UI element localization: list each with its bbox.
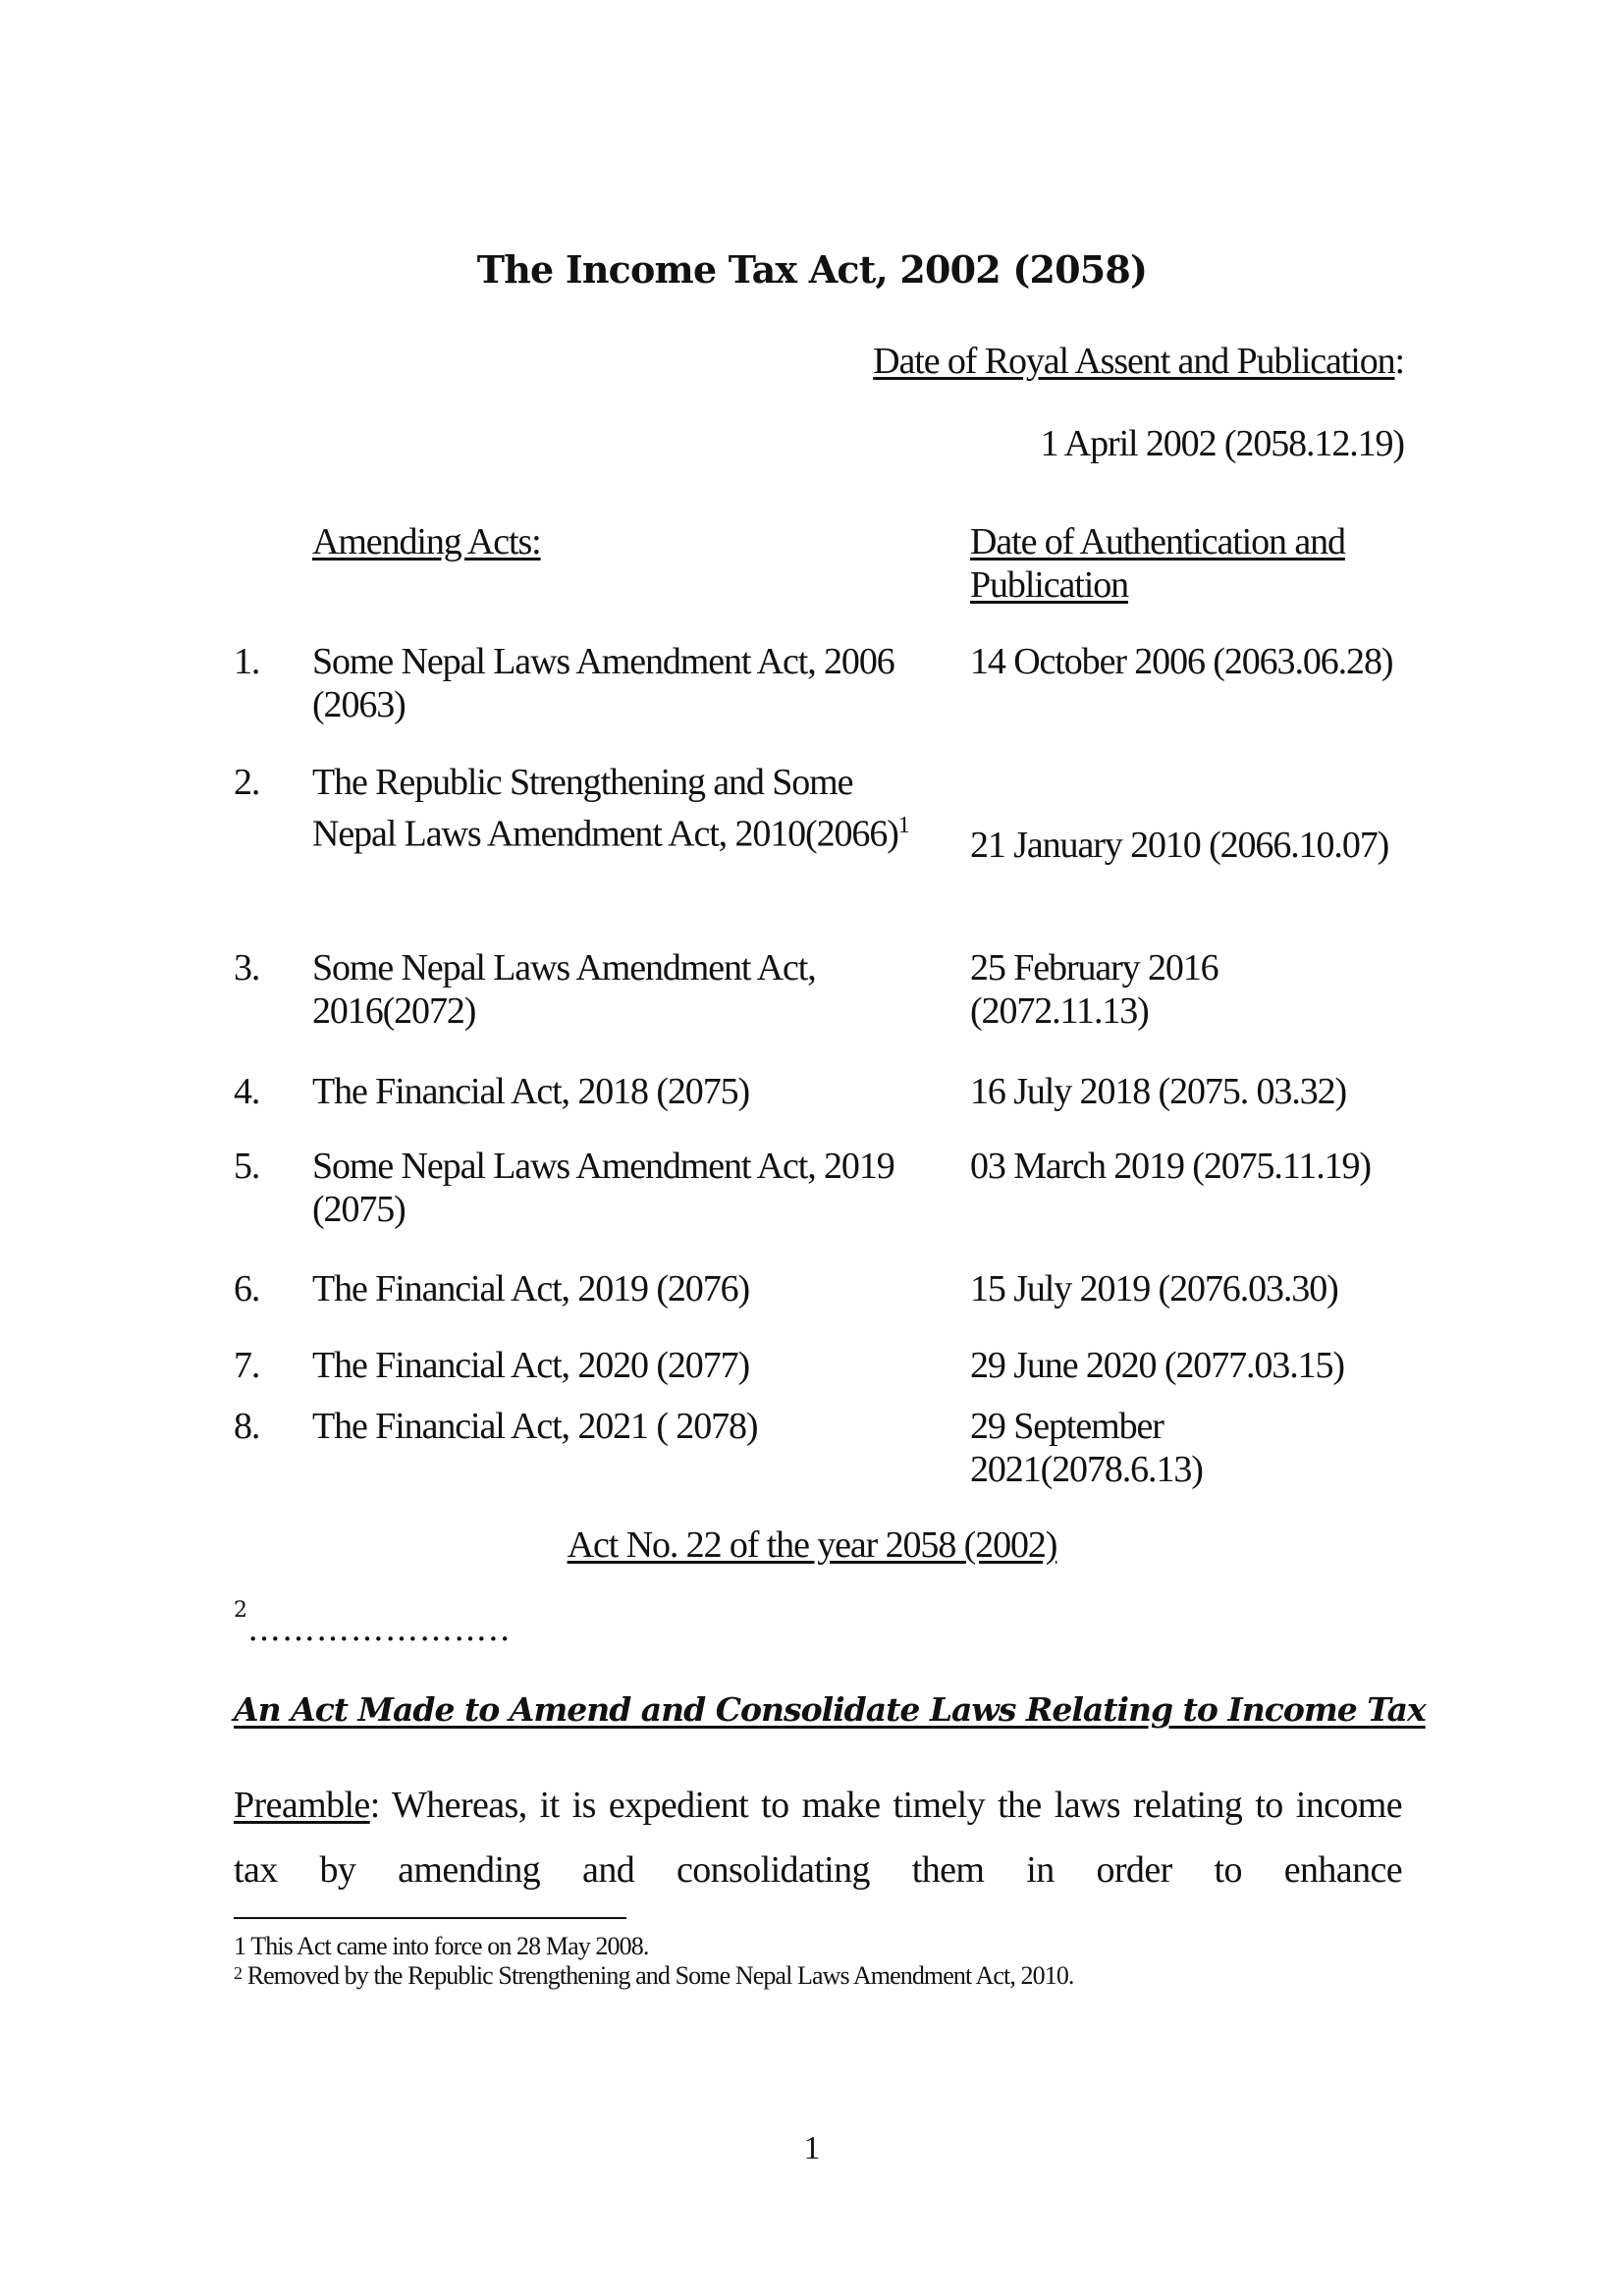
amending-act-number: 1. — [234, 641, 260, 682]
amending-act-number: 5. — [234, 1146, 260, 1187]
amending-acts-header: Amending Acts: — [312, 521, 541, 562]
amending-act-name — [312, 761, 941, 856]
amending-act-date: 15 July 2019 (2076.03.30) — [970, 1268, 1338, 1309]
amending-act-name: The Financial Act, 2020 (2077) — [312, 1345, 750, 1386]
document-title: The Income Tax Act, 2002 (2058) — [476, 247, 1148, 292]
footnote-reference: 1 — [897, 813, 909, 838]
amending-act-date: 16 July 2018 (2075. 03.32) — [970, 1071, 1347, 1112]
amending-act-date: 21 January 2010 (2066.10.07) — [970, 825, 1389, 866]
amending-act-name: The Financial Act, 2021 ( 2078) — [312, 1406, 758, 1447]
preamble-paragraph — [234, 1773, 1402, 1902]
removed-text-marker — [234, 1598, 512, 1649]
footnote-mark: 2 — [234, 1963, 243, 1983]
footnote — [234, 1961, 1412, 1991]
amending-act-name: Some Nepal Laws Amendment Act, 2016(2072) — [312, 947, 816, 1032]
royal-assent-label — [873, 340, 1404, 383]
amending-act-name: Some Nepal Laws Amendment Act, 2006 (2063) — [312, 641, 894, 725]
amending-act-name-text: The Republic Strengthening and Some Nepal Laws Amendment Act, 2010(2066) — [312, 762, 898, 855]
amending-act-name: Some Nepal Laws Amendment Act, 2019 (2075) — [312, 1146, 894, 1230]
ellipsis-dots: ………………….. — [247, 1610, 512, 1649]
amending-act-number: 3. — [234, 947, 260, 988]
preamble-text: : Whereas, it is expedient to make timely the laws relating to income tax by amending and consolidating them in order to enhance — [234, 1785, 1402, 1891]
royal-assent-date: 1 April 2002 (2058.12.19) — [1040, 423, 1404, 464]
amending-act-date: 14 October 2006 (2063.06.28) — [970, 641, 1393, 682]
amending-act-number: 7. — [234, 1345, 260, 1386]
amending-act-date: 29 September 2021(2078.6.13) — [970, 1406, 1203, 1490]
act-number: Act No. 22 of the year 2058 (2002) — [567, 1524, 1057, 1566]
page-number: 1 — [803, 2130, 821, 2166]
preamble-label: Preamble — [234, 1785, 370, 1826]
amending-act-number: 2. — [234, 762, 260, 803]
footnote-reference: 2 — [234, 1598, 247, 1623]
amending-act-date: 03 March 2019 (2075.11.19) — [970, 1146, 1371, 1187]
act-heading: An Act Made to Amend and Consolidate Laws Relating to Income Tax — [234, 1690, 1426, 1729]
royal-assent-label-text: Date of Royal Assent and Publication — [873, 341, 1395, 382]
footnote-text: Removed by the Republic Strengthening and Some Nepal Laws Amendment Act, 2010. — [242, 1961, 1074, 1990]
footnote-text: This Act came into force on 28 May 2008. — [245, 1932, 649, 1960]
amending-act-date: 29 June 2020 (2077.03.15) — [970, 1345, 1344, 1386]
royal-assent-colon: : — [1394, 341, 1404, 382]
footnote — [234, 1932, 1412, 1961]
footnote-mark: 1 — [234, 1932, 246, 1960]
amending-act-number: 6. — [234, 1268, 260, 1309]
amending-act-number: 8. — [234, 1406, 260, 1447]
amending-act-name: The Financial Act, 2018 (2075) — [312, 1071, 750, 1112]
authentication-date-header: Date of Authentication and Publication — [970, 521, 1345, 606]
amending-act-name: The Financial Act, 2019 (2076) — [312, 1268, 750, 1309]
amending-act-date: 25 February 2016 (2072.11.13) — [970, 947, 1218, 1032]
footnote-divider — [234, 1917, 626, 1919]
amending-act-number: 4. — [234, 1071, 260, 1112]
